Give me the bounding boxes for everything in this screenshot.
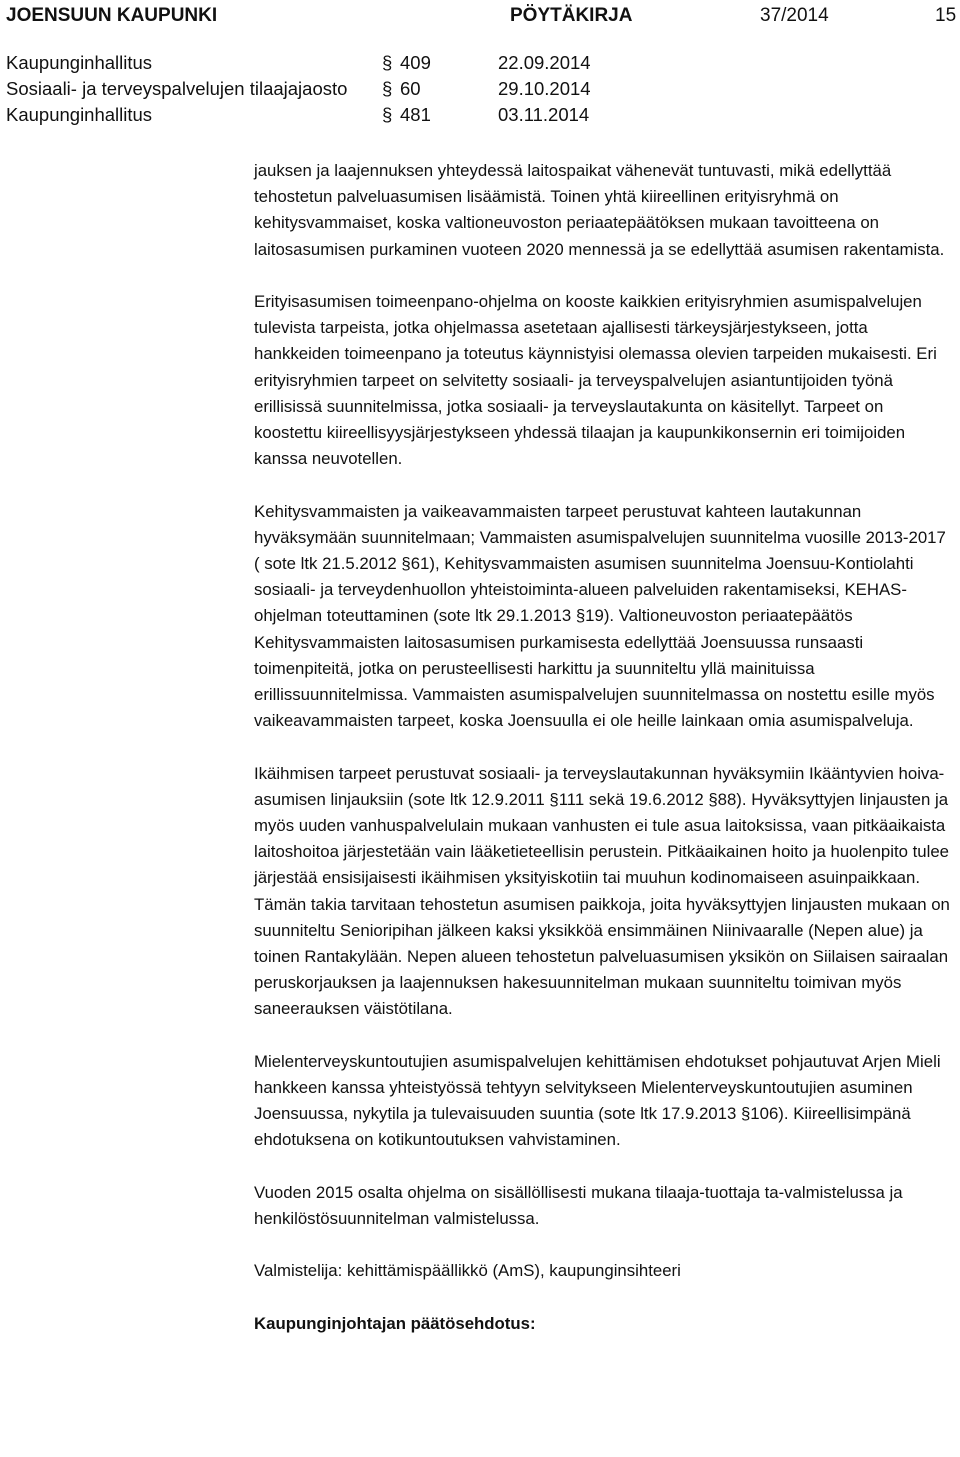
meeting-row (6, 102, 646, 128)
body-paragraph: jauksen ja laajennuksen yhteydessä laitospaikat vähenevät tuntuvasti, mikä edellyttää tehostetun palveluasumisen lisäämistä. Toinen yhtä kiireellinen erityisryhmä on kehitysvammaiset, koska valtioneuvoston periaatepäätöksen mukaan tavoitteena on laitosasumisen purkaminen vuoteen 2020 mennessä ja se edellyttää asumisen rakentamista. (254, 161, 945, 259)
body-paragraph: Ikäihmisen tarpeet perustuvat sosiaali- ja terveyslautakunnan hyväksymiin Ikääntyvien hoiva-asumisen linjauksiin (sote ltk 12.9.2011 §111 sekä 19.6.2012 §88). Hyväksyttyjen linjausten ja myös uuden vanhuspalvelulain mukaan vanhusten ei tule asua laitoksissa, vaan pitkäaikaista laitoshoitoa järjestetään vain lääketieteellisin perustein. Pitkäaikainen hoito ja huolenpito tulee järjestää ensisijaisesti ikäihmisen yksityiskotiin tai muuhun kodinomaiseen asuinpaikkaan. Tämän takia tarvitaan tehostetun asumisen paikkoja, joita hyväksyttyjen linjausten mukaan on suunniteltu Senioripihan jälkeen kaksi yksikköä ensimmäinen Niinivaaralle (Nepen alue) ja toinen Rantakylään. Nepen alueen tehostetun palveluasumisen yksikön on Siilaisen sairaalan peruskorjauksen ja laajennuksen hakesuunnitelman mukaan suunniteltu toimivan myös saneerauksen väistötilana. (254, 763, 950, 1019)
meeting-row (6, 76, 646, 102)
section-number: 409 (400, 52, 431, 73)
document-body (254, 158, 954, 1363)
meeting-body: Sosiaali- ja terveyspalvelujen tilaajajaosto (6, 78, 348, 99)
meeting-date: 22.09.2014 (498, 52, 591, 73)
meeting-row (6, 50, 646, 76)
body-paragraph: Vuoden 2015 osalta ohjelma on sisällöllisesti mukana tilaaja-tuottaja ta-valmistelussa ja henkilöstösuunnitelman valmistelussa. (254, 1182, 903, 1229)
meeting-references (6, 50, 646, 128)
organization-name: JOENSUUN KAUPUNKI (6, 5, 218, 26)
meeting-date: 03.11.2014 (498, 104, 590, 125)
meeting-body: Kaupunginhallitus (6, 52, 153, 73)
preparer-line: Valmistelija: kehittämispäällikkö (AmS), kaupunginsihteeri (254, 1261, 681, 1281)
meeting-body: Kaupunginhallitus (6, 104, 153, 125)
page-number: 15 (935, 5, 957, 26)
meeting-date: 29.10.2014 (498, 78, 591, 99)
body-paragraph: Erityisasumisen toimeenpano-ohjelma on kooste kaikkien erityisryhmien asumispalvelujen tulevista tarpeista, jotka ohjelmassa asetetaan ajallisesti tärkeysjärjestykseen, jotta hankkeiden toimeenpano ja toteutus käynnistyisi olemassa olevien tarpeiden mukaisesti. Eri erityisryhmien tarpeet on selvitetty sosiaali- ja terveyspalvelujen asiantuntijoiden työnä erillisissä suunnitelmissa, jotka sosiaali- ja terveyslautakunta on käsitellyt. Tarpeet on koostettu kiireellisyysjärjestykseen yhdessä tilaajan ja kaupunkikonsernin eri toimijoiden kanssa neuvotellen. (254, 292, 937, 469)
section-sign: § (382, 104, 393, 125)
section-number: 60 (400, 78, 421, 99)
proposal-heading: Kaupunginjohtajan päätösehdotus: (254, 1313, 536, 1333)
section-number: 481 (400, 104, 431, 125)
document-number: 37/2014 (760, 5, 829, 26)
body-paragraph: Mielenterveyskuntoutujien asumispalvelujen kehittämisen ehdotukset pohjautuvat Arjen Mieli hankkeen kanssa yhteistyössä tehtyyn selvitykseen Mielenterveyskuntoutujien asuminen Joensuussa, nykytila ja tulevaisuuden suuntia (sote ltk 17.9.2013 §106). Kiireellisimpänä ehdotuksena on kotikuntoutuksen vahvistaminen. (254, 1051, 941, 1150)
section-sign: § (382, 52, 393, 73)
document-type: PÖYTÄKIRJA (510, 5, 633, 26)
body-paragraph: Kehitysvammaisten ja vaikeavammaisten tarpeet perustuvat kahteen lautakunnan hyväksymään suunnitelmaan; Vammaisten asumispalvelujen suunnitelma vuosille 2013-2017 ( sote ltk 21.5.2012 §61), Kehitysvammaisten asumisen suunnitelma Joensuu-Kontiolahti sosiaali- ja terveydenhuollon yhteistoiminta-alueen palveluiden rakentamiseksi, KEHAS- ohjelman toteuttaminen (sote ltk 29.1.2013 §19). Valtioneuvoston periaatepäätös Kehitysvammaisten laitosasumisen purkamisesta edellyttää Joensuussa runsaasti toimenpiteitä, jotka on perusteellisesti harkittu ja suunniteltu yllä mainituissa erillissuunnitelmissa. Vammaisten asumispalvelujen suunnitelmassa on nostettu esille myös vaikeavammaisten tarpeet, koska Joensuulla ei ole heille lainkaan omia asumispalveluja. (254, 501, 946, 731)
section-sign: § (382, 78, 393, 99)
